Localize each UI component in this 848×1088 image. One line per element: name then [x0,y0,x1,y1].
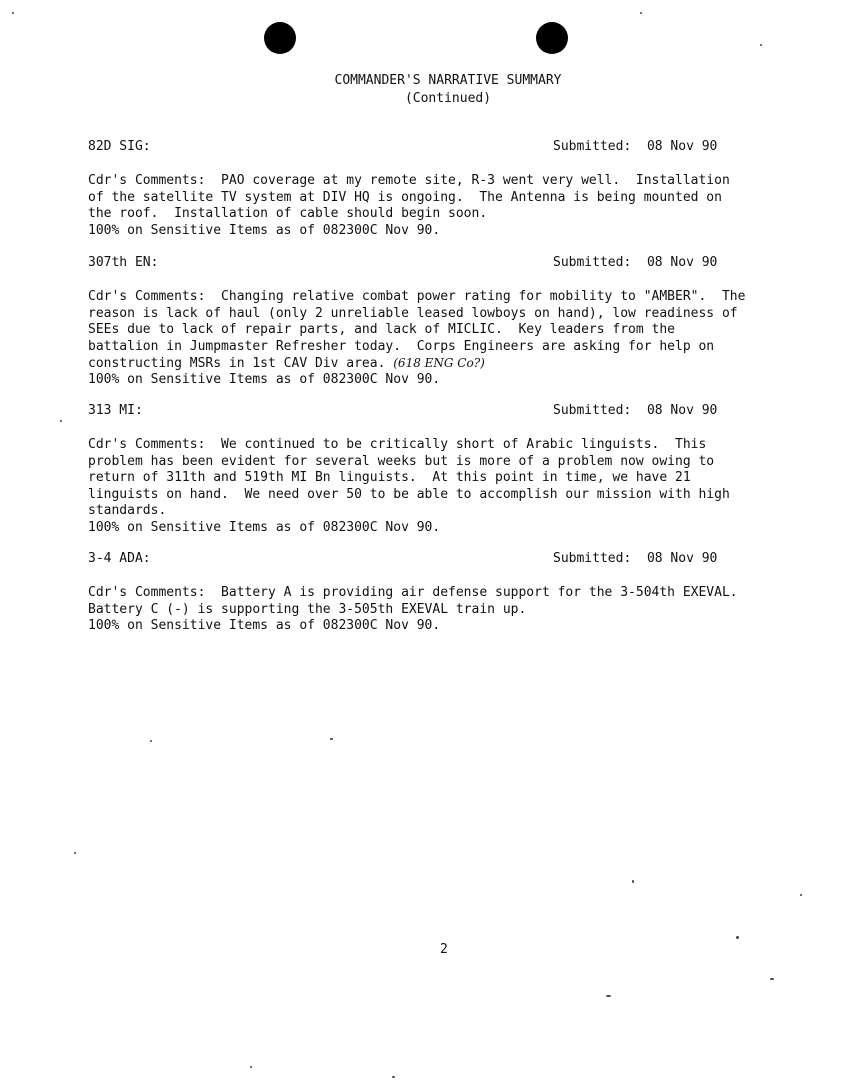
section-header [88,254,788,271]
unit-name: 307th EN: [88,255,159,270]
body-line: Cdr's Comments: PAO coverage at my remote site, R-3 went very well. Installation [88,173,730,188]
body-line: Battery C (-) is supporting the 3-505th EXEVAL train up. [88,601,527,617]
scan-speck [74,852,76,854]
scan-speck [60,420,62,422]
submitted-date: 08 Nov 90 [646,255,718,270]
scan-speck [150,740,152,742]
punch-hole-left [264,22,296,54]
body-line: problem has been evident for several weeks but is more of a problem now owing to [88,453,715,469]
page-subtitle: (Continued) [404,91,492,106]
section-body [88,173,788,239]
sensitive-items-line: 100% on Sensitive Items as of 082300C Nov 90. [88,371,441,387]
body-line: return of 311th and 519th MI Bn linguists. At this point in time, we have 21 [88,470,691,486]
scan-speck [640,12,642,14]
section-307th-en [88,254,788,389]
submitted-info [553,550,717,567]
submitted-label: Submitted: [553,139,632,154]
section-body [88,585,788,635]
scan-speck [800,894,802,896]
body-text: constructing MSRs in 1st CAV Div area. [88,356,386,372]
submitted-date: 08 Nov 90 [646,139,718,154]
scan-speck [632,880,634,883]
sensitive-items-line: 100% on Sensitive Items as of 082300C Nov 90. [88,618,441,634]
scan-speck [770,978,774,980]
submitted-info [553,402,717,419]
submitted-label: Submitted: [553,403,632,418]
scan-speck [250,1066,252,1068]
submitted-info [553,254,717,271]
body-line: Cdr's Comments: We continued to be critically short of Arabic linguists. This [88,437,707,452]
scan-speck [760,44,762,46]
section-header [88,138,788,155]
section-3-4-ada [88,550,788,635]
scan-speck [736,936,739,939]
body-line: Cdr's Comments: Battery A is providing air defense support for the 3-504th EXEVAL. [88,585,738,600]
submitted-label: Submitted: [553,551,632,566]
scan-speck [12,12,14,14]
body-line: SEEs due to lack of repair parts, and lack of MICLIC. Key leaders from the [88,322,675,338]
submitted-date: 08 Nov 90 [646,403,718,418]
body-line: reason is lack of haul (only 2 unreliable leased lowboys on hand), low readiness of [88,305,738,321]
body-line: the roof. Installation of cable should begin soon. [88,206,488,222]
submitted-label: Submitted: [553,255,632,270]
unit-name: 82D SIG: [88,139,151,154]
section-313-mi [88,402,788,537]
punch-hole-right [536,22,568,54]
scan-speck [392,1076,395,1078]
unit-name: 313 MI: [88,403,143,418]
section-body [88,437,788,537]
sensitive-items-line: 100% on Sensitive Items as of 082300C Nov 90. [88,519,441,535]
body-line [88,355,788,372]
body-line: linguists on hand. We need over 50 to be able to accomplish our mission with high [88,486,730,502]
body-line: of the satellite TV system at DIV HQ is ongoing. The Antenna is being mounted on [88,189,722,205]
handwritten-note: (618 ENG Co?) [393,356,485,371]
submitted-info [553,138,717,155]
unit-name: 3-4 ADA: [88,551,151,566]
scan-speck [606,995,611,997]
submitted-date: 08 Nov 90 [646,551,718,566]
body-line: standards. [88,503,167,519]
section-header [88,402,788,419]
section-body [88,289,788,389]
scan-speck [330,738,333,740]
section-82d-sig [88,138,788,239]
section-header [88,550,788,567]
sensitive-items-line: 100% on Sensitive Items as of 082300C Nov 90. [88,222,441,238]
page-number: 2 [440,942,448,957]
page-title: COMMANDER'S NARRATIVE SUMMARY [334,73,562,88]
body-line: Cdr's Comments: Changing relative combat power rating for mobility to "AMBER". The [88,289,746,304]
body-line: battalion in Jumpmaster Refresher today. Corps Engineers are asking for help on [88,338,715,354]
